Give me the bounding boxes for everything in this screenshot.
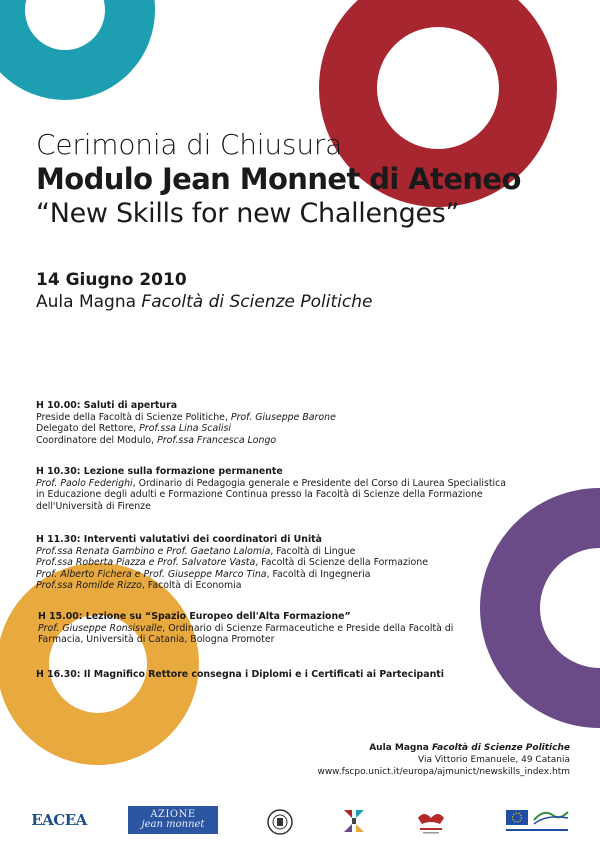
program-item-4 [38, 611, 453, 646]
purple-ring [510, 518, 600, 698]
venue-faculty: Facoltà di Scienze Politiche [141, 292, 373, 312]
program-person: Prof. Giuseppe Ronsisvalle [38, 622, 163, 634]
program-item-heading: H 10.00: Saluti di apertura [36, 400, 178, 411]
program-line [36, 569, 428, 581]
program-line [36, 412, 336, 424]
program-person: Prof. Alberto Fichera e Prof. Giuseppe Marco Tina [36, 568, 267, 580]
program-person: Prof. Paolo Federighi [36, 477, 133, 489]
program-line [36, 423, 336, 435]
footer-venue [317, 742, 570, 754]
program-line [36, 435, 336, 447]
program-item-1 [36, 400, 336, 446]
program-line [36, 546, 428, 558]
program-person: Prof.ssa Romilde Rizzo [36, 580, 142, 592]
program-item-2 [36, 466, 506, 512]
program-line [36, 478, 506, 490]
footer-address: Via Vittorio Emanuele, 49 Catania [418, 755, 570, 765]
footer-contact [317, 742, 570, 778]
program-person: Prof.ssa Francesca Longo [157, 434, 277, 446]
program-item-heading: H 11.30: Interventi valutativi dei coordinatori di Unità [36, 534, 322, 545]
program-person: Prof. Giuseppe Barone [230, 411, 336, 423]
program-line [36, 580, 428, 592]
hands-logo [414, 806, 448, 836]
event-venue [36, 292, 372, 312]
program-person: Prof.ssa Lina Scalisi [139, 423, 231, 435]
program-line [36, 557, 428, 569]
program-line [38, 623, 453, 635]
title-line-1: Cerimonia di Chiusura [36, 128, 343, 161]
program-item-heading: H 15.00: Lezione su “Spazio Europeo dell'Alta Formazione” [38, 611, 351, 622]
program-person: Prof.ssa Roberta Piazza e Prof. Salvatore Vasta [36, 557, 256, 569]
azione-jean-monnet-logo [128, 806, 218, 834]
university-seal-logo [266, 808, 294, 836]
event-date: 14 Giugno 2010 [36, 270, 187, 290]
title-line-2: Modulo Jean Monnet di Ateneo [36, 162, 521, 196]
venue-text: Aula Magna [36, 292, 142, 312]
footer-venue-faculty: Facoltà di Scienze Politiche [431, 743, 570, 753]
teal-ring [0, 0, 130, 75]
program-item-5 [36, 669, 444, 681]
footer-venue-text: Aula Magna [369, 743, 432, 753]
program-role: , Facoltà di Lingue [270, 545, 356, 557]
red-ring [348, 0, 528, 178]
program-role: Preside della Facoltà di Scienze Politiche, [36, 411, 231, 423]
program-role: Delegato del Rettore, [36, 423, 140, 435]
lifelong-learning-programme-logo [504, 806, 570, 836]
program-line: Farmacia, Università di Catania, Bologna Promoter [38, 634, 275, 646]
program-item-3 [36, 534, 428, 592]
program-role: , Facoltà di Scienze della Formazione [255, 557, 428, 569]
azione-logo-line-2: jean monnet [141, 819, 205, 830]
footer-url[interactable]: www.fscpo.unict.it/europa/ajmunict/newskills_index.htm [317, 767, 570, 777]
azione-logo-line-1: AZIONE [150, 809, 196, 820]
program-person: Prof.ssa Renata Gambino e Prof. Gaetano Lalomia [36, 545, 271, 557]
colorful-emblem-logo [340, 806, 368, 836]
program-role: , Ordinario di Pedagogia generale e Presidente del Corso di Laurea Specialistica [132, 477, 507, 489]
program-role: , Facoltà di Economia [141, 580, 242, 592]
program-line: in Educazione degli adulti e Formazione Continua presso la Facoltà di Scienze della Formazione [36, 489, 483, 501]
program-line: dell'Università di Firenze [36, 500, 151, 512]
program-role: , Ordinario di Scienze Farmaceutiche e Preside della Facoltà di [162, 622, 454, 634]
program-item-heading: H 10.30: Lezione sulla formazione permanente [36, 466, 283, 477]
program-item-heading: H 16.30: Il Magnifico Rettore consegna i Diplomi e i Certificati ai Partecipanti [36, 669, 444, 680]
eacea-logo: EACEA [31, 811, 87, 829]
logo-strip [0, 800, 600, 840]
title-line-3: “New Skills for new Challenges” [36, 198, 460, 229]
program-role: , Facoltà di Ingegneria [266, 568, 371, 580]
program-role: Coordinatore del Modulo, [36, 434, 158, 446]
